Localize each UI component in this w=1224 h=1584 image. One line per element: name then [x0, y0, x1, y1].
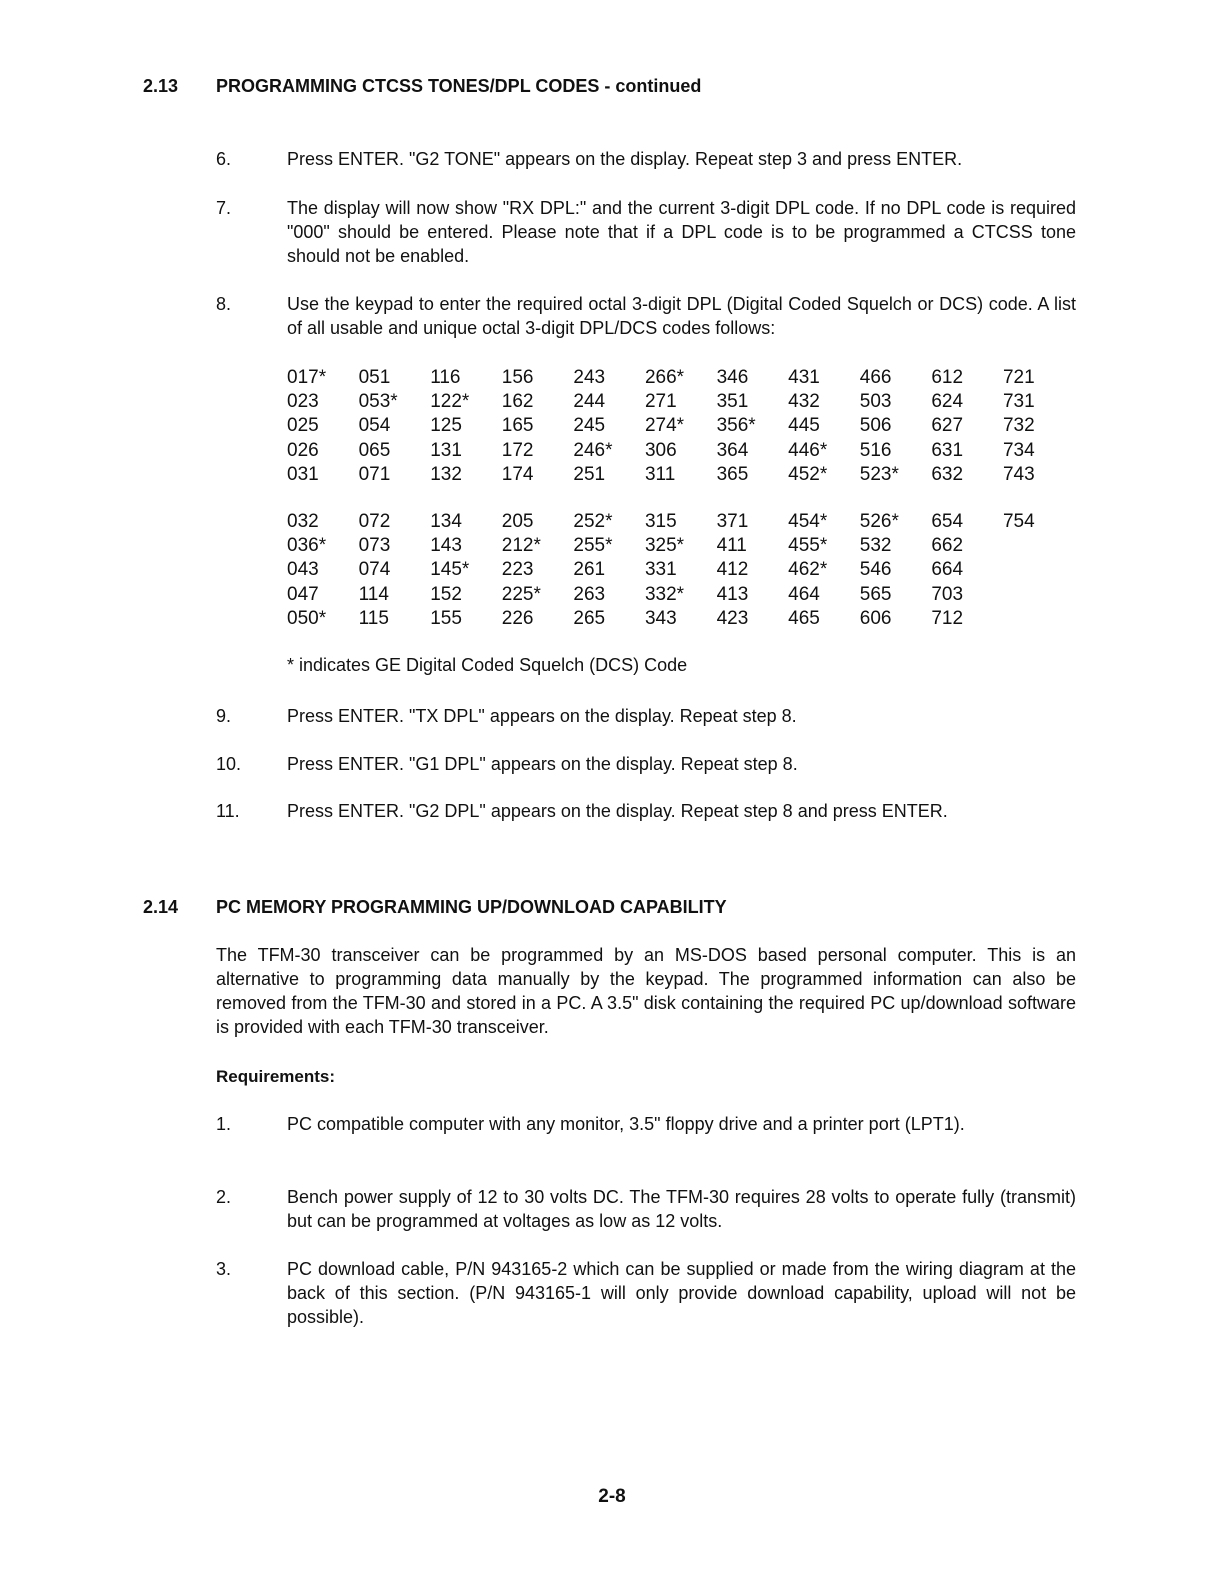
requirement-3: [216, 1257, 1076, 1329]
dpl-code-cell: 036*: [287, 535, 327, 557]
dpl-code-cell: 306: [644, 439, 677, 461]
dpl-code-cell: 246*: [573, 439, 613, 461]
dpl-code-cell: 712: [931, 607, 964, 629]
dpl-code-cell: 565: [859, 583, 892, 605]
code-row: [287, 366, 1075, 390]
requirement-text: PC download cable, P/N 943165-2 which can be supplied or made from the wiring diagram at the back of this section. (P/N 943165-1 will only provide download capability, upload will not be possible).: [287, 1259, 1076, 1327]
dpl-code-cell: 152: [430, 583, 462, 605]
dpl-code-cell: 025: [287, 415, 319, 437]
dpl-code-cell: 155: [430, 607, 462, 629]
dpl-code-cell: 174: [501, 463, 534, 485]
dpl-code-cell: 053*: [358, 391, 398, 413]
code-row: [287, 534, 1075, 558]
dpl-code-cell: 466: [859, 367, 892, 388]
dpl-code-cell: 332*: [644, 583, 685, 605]
section-title: PROGRAMMING CTCSS TONES/DPL CODES - continued: [216, 76, 702, 96]
dpl-code-cell: 464: [788, 583, 820, 605]
requirement-number: 1.: [216, 1114, 232, 1134]
step-number: 10.: [216, 754, 242, 774]
dpl-code-table-2: [287, 510, 1075, 631]
dpl-code-cell: 654: [931, 511, 964, 532]
step-11: [216, 799, 1076, 823]
dpl-code-cell: 413: [716, 583, 749, 605]
requirement-1: [216, 1112, 1076, 1136]
code-row: [287, 558, 1075, 582]
dpl-code-cell: 503: [859, 391, 892, 413]
section-paragraph: The TFM-30 transceiver can be programmed by an MS-DOS based personal computer. This is an alternative to programming data manually by the keypad. The programmed information can also be removed from the TFM-30 and stored in a PC. A 3.5" disk containing the required PC up/download software is provided with each TFM-30 transceiver.: [216, 945, 1076, 1037]
dpl-code-cell: 462*: [788, 559, 828, 581]
dpl-code-cell: [1003, 558, 1075, 582]
dpl-code-cell: 412: [716, 559, 749, 581]
dpl-code-cell: 131: [430, 439, 462, 461]
dpl-code-cell: 252*: [573, 511, 613, 532]
section-number: 2.14: [143, 897, 179, 917]
dpl-code-cell: 732: [1002, 415, 1035, 437]
dpl-code-cell: 365: [716, 463, 749, 485]
dpl-code-cell: 072: [358, 511, 391, 532]
dpl-code-cell: 223: [501, 559, 534, 581]
dpl-code-cell: 047: [287, 583, 319, 605]
dpl-code-cell: 721: [1002, 367, 1035, 388]
dpl-code-cell: 703: [931, 583, 964, 605]
dpl-code-cell: 432: [788, 391, 820, 413]
dpl-code-cell: 274*: [644, 415, 685, 437]
dpl-code-cell: 546: [859, 559, 892, 581]
dpl-code-cell: 132: [430, 463, 462, 485]
dpl-code-cell: 743: [1002, 463, 1035, 485]
dpl-code-cell: [1003, 583, 1075, 607]
dpl-code-cell: 074: [358, 559, 391, 581]
requirement-number: 3.: [216, 1259, 232, 1279]
dpl-code-cell: 356*: [716, 415, 756, 437]
requirement-text: PC compatible computer with any monitor, 3.5" floppy drive and a printer port (LPT1).: [287, 1114, 965, 1134]
dpl-code-cell: 261: [573, 559, 606, 581]
dpl-code-cell: 243: [573, 367, 606, 388]
code-row: [287, 390, 1075, 414]
dpl-code-cell: [1003, 607, 1075, 631]
dpl-code-cell: 266*: [644, 367, 685, 388]
step-text: Press ENTER. "G1 DPL" appears on the display. Repeat step 8.: [287, 754, 798, 774]
code-row: [287, 439, 1075, 463]
dpl-code-cell: [1003, 534, 1075, 558]
dpl-code-cell: 624: [931, 391, 964, 413]
code-row: [287, 583, 1075, 607]
dpl-code-cell: 244: [573, 391, 606, 413]
dpl-code-cell: 627: [931, 415, 964, 437]
dpl-code-cell: 026: [287, 439, 319, 461]
dpl-code-cell: 050*: [287, 607, 327, 629]
dpl-code-cell: 465: [788, 607, 820, 629]
dpl-code-cell: 054: [358, 415, 391, 437]
dpl-code-cell: 523*: [859, 463, 899, 485]
requirement-number: 2.: [216, 1187, 232, 1207]
dpl-code-cell: 116: [430, 367, 461, 388]
dpl-code-cell: 455*: [788, 535, 828, 557]
dpl-code-cell: 073: [358, 535, 391, 557]
dpl-code-cell: 125: [430, 415, 462, 437]
page-number: 2-8: [598, 1486, 626, 1507]
step-7: [216, 196, 1076, 268]
section-heading-2-13: [143, 76, 701, 97]
step-number: 7.: [216, 198, 232, 218]
dpl-code-cell: 526*: [859, 511, 899, 532]
requirement-text: Bench power supply of 12 to 30 volts DC. The TFM-30 requires 28 volts to operate fully (transmit) but can be programmed at voltages as low as 12 volts.: [287, 1187, 1076, 1231]
dpl-code-cell: 032: [287, 511, 319, 532]
step-number: 9.: [216, 706, 232, 726]
section-number: 2.13: [143, 76, 179, 96]
dpl-code-cell: 145*: [430, 559, 470, 581]
dpl-code-cell: 031: [287, 463, 319, 485]
dpl-code-cell: 122*: [430, 391, 470, 413]
step-text: Press ENTER. "G2 DPL" appears on the display. Repeat step 8 and press ENTER.: [287, 801, 948, 821]
dpl-code-cell: 134: [430, 511, 462, 532]
step-8: [216, 292, 1076, 340]
dpl-code-table-1: [287, 366, 1075, 487]
dpl-code-cell: 731: [1002, 391, 1035, 413]
dpl-code-cell: 506: [859, 415, 892, 437]
step-6: [216, 147, 1076, 171]
dpl-code-cell: 255*: [573, 535, 613, 557]
dpl-code-cell: 445: [788, 415, 820, 437]
dpl-code-cell: 612: [931, 367, 964, 388]
dpl-code-cell: 315: [644, 511, 677, 532]
dpl-code-cell: 226: [501, 607, 534, 629]
step-text: Use the keypad to enter the required octal 3-digit DPL (Digital Coded Squelch or DCS) code. A list of all usable and unique octal 3-digit DPL/DCS codes follows:: [287, 294, 1076, 338]
step-text: The display will now show "RX DPL:" and the current 3-digit DPL code. If no DPL code is required "000" should be entered. Please note that if a DPL code is to be programmed a CTCSS tone should not be enabled.: [287, 198, 1076, 266]
dcs-note: * indicates GE Digital Coded Squelch (DCS) Code: [287, 655, 688, 675]
dpl-code-cell: 664: [931, 559, 964, 581]
code-row: [287, 607, 1075, 631]
code-row: [287, 414, 1075, 438]
dpl-code-cell: 411: [716, 535, 747, 557]
dpl-code-cell: 225*: [501, 583, 541, 605]
dpl-code-cell: 071: [358, 463, 391, 485]
dpl-code-cell: 631: [931, 439, 964, 461]
dpl-code-cell: 343: [644, 607, 677, 629]
dpl-code-cell: 754: [1002, 511, 1035, 532]
step-text: Press ENTER. "TX DPL" appears on the display. Repeat step 8.: [287, 706, 797, 726]
section-heading-2-14: [143, 897, 727, 918]
dpl-code-cell: 516: [859, 439, 892, 461]
dpl-code-cell: 271: [644, 391, 677, 413]
dpl-code-cell: 364: [716, 439, 749, 461]
dpl-code-cell: 162: [501, 391, 534, 413]
requirement-2: [216, 1185, 1076, 1233]
dpl-code-cell: 371: [716, 511, 749, 532]
dpl-code-cell: 346: [716, 367, 749, 388]
dpl-code-cell: 156: [501, 367, 534, 388]
dpl-code-cell: 205: [501, 511, 534, 532]
dpl-code-cell: 331: [644, 559, 677, 581]
dpl-code-cell: 043: [287, 559, 319, 581]
dpl-code-cell: 212*: [501, 535, 541, 557]
requirements-heading: Requirements:: [216, 1067, 336, 1086]
dpl-code-cell: 351: [716, 391, 749, 413]
dpl-code-cell: 165: [501, 415, 534, 437]
dpl-code-cell: 114: [358, 583, 389, 605]
step-number: 11.: [216, 801, 240, 821]
dpl-code-cell: 251: [573, 463, 606, 485]
step-text: Press ENTER. "G2 TONE" appears on the display. Repeat step 3 and press ENTER.: [287, 149, 963, 169]
code-row: [287, 510, 1075, 534]
dpl-code-cell: 051: [358, 367, 391, 388]
dpl-code-cell: 017*: [287, 367, 327, 388]
step-9: [216, 704, 1076, 728]
step-number: 8.: [216, 294, 232, 314]
dpl-code-cell: 734: [1002, 439, 1035, 461]
dpl-code-cell: 265: [573, 607, 606, 629]
dpl-code-cell: 423: [716, 607, 749, 629]
code-row: [287, 463, 1075, 487]
dpl-code-cell: 325*: [644, 535, 685, 557]
dpl-code-cell: 662: [931, 535, 964, 557]
dpl-code-cell: 446*: [788, 439, 828, 461]
step-number: 6.: [216, 149, 232, 169]
dpl-code-cell: 532: [859, 535, 892, 557]
section-title: PC MEMORY PROGRAMMING UP/DOWNLOAD CAPABILITY: [216, 897, 727, 917]
dpl-code-cell: 454*: [788, 511, 828, 532]
dpl-code-cell: 431: [788, 367, 820, 388]
dpl-code-cell: 143: [430, 535, 462, 557]
step-10: [216, 752, 1076, 776]
dpl-code-cell: 172: [501, 439, 534, 461]
dpl-code-cell: 452*: [788, 463, 828, 485]
dpl-code-cell: 606: [859, 607, 892, 629]
dpl-code-cell: 263: [573, 583, 606, 605]
dpl-code-cell: 023: [287, 391, 319, 413]
dpl-code-cell: 065: [358, 439, 391, 461]
dpl-code-cell: 115: [358, 607, 389, 629]
dpl-code-cell: 632: [931, 463, 964, 485]
dpl-code-cell: 311: [644, 463, 676, 485]
dpl-code-cell: 245: [573, 415, 606, 437]
